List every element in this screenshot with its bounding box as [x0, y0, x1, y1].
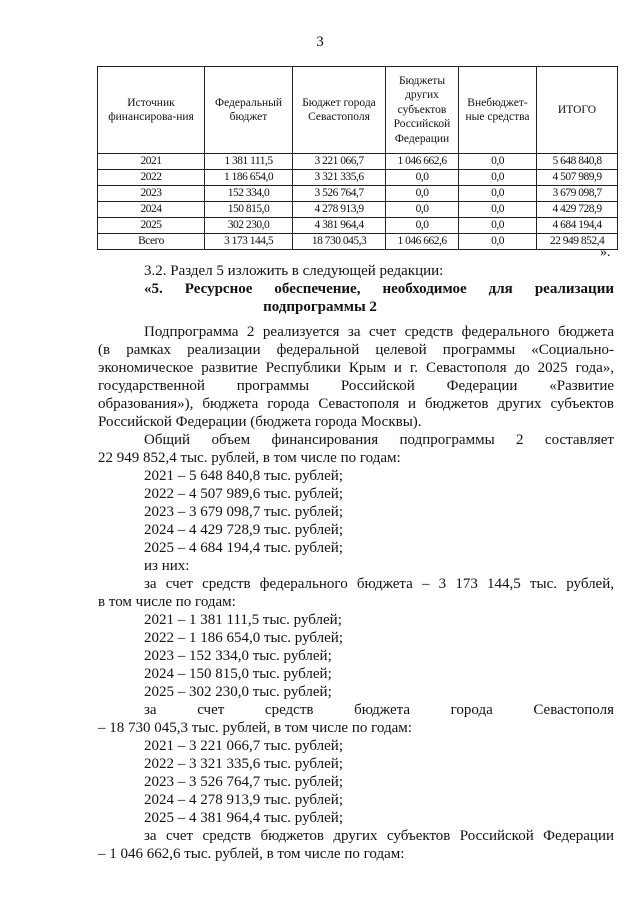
table-cell: 4 684 194,4	[537, 218, 618, 234]
table-cell: 0,0	[459, 170, 537, 186]
header-extrabudget: Внебюджет-ные средства	[459, 67, 537, 154]
table-row	[98, 170, 618, 186]
table-cell: 150 815,0	[205, 202, 293, 218]
table-cell: 302 230,0	[205, 218, 293, 234]
year-line: 2025 – 302 230,0 тыс. рублей;	[144, 684, 332, 700]
paragraph-line: в том числе по годам:	[98, 594, 236, 610]
table-cell: 0,0	[386, 170, 459, 186]
year-line: 2022 – 3 321 335,6 тыс. рублей;	[144, 756, 343, 772]
year-line: 2024 – 150 815,0 тыс. рублей;	[144, 666, 332, 682]
table-cell: 0,0	[459, 186, 537, 202]
table-cell: 1 381 111,5	[205, 154, 293, 170]
table-row	[98, 154, 618, 170]
year-line: 2025 – 4 684 194,4 тыс. рублей;	[144, 540, 343, 556]
paragraph-line: экономическое развитие Республики Крым и г. Севастополя до 2025 года»,	[98, 360, 614, 376]
paragraph-line: – 1 046 662,6 тыс. рублей, в том числе по годам:	[98, 846, 405, 862]
section-instruction: 3.2. Раздел 5 изложить в следующей редакции:	[144, 263, 444, 279]
table-cell: 2024	[98, 202, 205, 218]
table-cell: 22 949 852,4	[537, 234, 618, 250]
table-cell: 3 679 098,7	[537, 186, 618, 202]
table-row	[98, 218, 618, 234]
year-line: 2023 – 3 526 764,7 тыс. рублей;	[144, 774, 343, 790]
closing-quote: ».	[600, 245, 611, 260]
paragraph-line: государственной программы Российской Федерации «Развитие	[98, 378, 614, 394]
table-cell: 1 046 662,6	[386, 154, 459, 170]
header-source: Источник финансирова-ния	[98, 67, 205, 154]
table-row-total	[98, 234, 618, 250]
header-other-subjects: Бюджеты других субъектов Российской Федерации	[386, 67, 459, 154]
table-cell: 0,0	[459, 154, 537, 170]
table-cell: 1 046 662,6	[386, 234, 459, 250]
table-cell: 18 730 045,3	[293, 234, 386, 250]
table-cell: 0,0	[386, 186, 459, 202]
table-cell: 0,0	[459, 202, 537, 218]
table-cell: 1 186 654,0	[205, 170, 293, 186]
table-cell: 3 321 335,6	[293, 170, 386, 186]
table-cell: 0,0	[386, 202, 459, 218]
table-cell: 0,0	[386, 218, 459, 234]
table-cell: 3 526 764,7	[293, 186, 386, 202]
table-cell: 5 648 840,8	[537, 154, 618, 170]
financing-table	[97, 66, 618, 250]
year-line: 2023 – 152 334,0 тыс. рублей;	[144, 648, 332, 664]
year-line: 2021 – 5 648 840,8 тыс. рублей;	[144, 468, 343, 484]
section-heading-cont: подпрограммы 2	[263, 299, 377, 315]
table-cell: 3 221 066,7	[293, 154, 386, 170]
table-cell: 2022	[98, 170, 205, 186]
year-line: 2021 – 3 221 066,7 тыс. рублей;	[144, 738, 343, 754]
paragraph-line: за счет средств федерального бюджета – 3 173 144,5 тыс. рублей,	[144, 576, 614, 592]
table-cell: Всего	[98, 234, 205, 250]
paragraph-line: за счет средств бюджетов других субъектов Российской Федерации	[144, 828, 614, 844]
paragraph-line: Подпрограмма 2 реализуется за счет средств федерального бюджета	[144, 324, 614, 340]
header-total: ИТОГО	[537, 67, 618, 154]
year-line: 2022 – 4 507 989,6 тыс. рублей;	[144, 486, 343, 502]
year-line: 2021 – 1 381 111,5 тыс. рублей;	[144, 612, 342, 628]
table-cell: 3 173 144,5	[205, 234, 293, 250]
year-line: 2022 – 1 186 654,0 тыс. рублей;	[144, 630, 343, 646]
table-cell: 152 334,0	[205, 186, 293, 202]
paragraph-line: образования»), бюджета города Севастополя и бюджетов других субъектов	[98, 396, 614, 412]
year-line: 2025 – 4 381 964,4 тыс. рублей;	[144, 810, 343, 826]
paragraph-line: – 18 730 045,3 тыс. рублей, в том числе по годам:	[98, 720, 412, 736]
table-cell: 4 278 913,9	[293, 202, 386, 218]
paragraph-line: (в рамках реализации федеральной целевой программы «Социально-	[98, 342, 614, 358]
paragraph-line: из них:	[144, 558, 190, 574]
paragraph-line: за счет средств бюджета города Севастополя	[144, 702, 614, 718]
table-cell: 4 507 989,9	[537, 170, 618, 186]
header-federal: Федеральный бюджет	[205, 67, 293, 154]
table-row	[98, 186, 618, 202]
header-sevastopol: Бюджет города Севастополя	[293, 67, 386, 154]
table-cell: 4 381 964,4	[293, 218, 386, 234]
page-number: 3	[316, 34, 324, 50]
year-line: 2024 – 4 429 728,9 тыс. рублей;	[144, 522, 343, 538]
table-cell: 0,0	[459, 234, 537, 250]
section-heading: «5. Ресурсное обеспечение, необходимое для реализации	[144, 281, 614, 297]
year-line: 2023 – 3 679 098,7 тыс. рублей;	[144, 504, 343, 520]
table-row	[98, 202, 618, 218]
year-line: 2024 – 4 278 913,9 тыс. рублей;	[144, 792, 343, 808]
table-cell: 2025	[98, 218, 205, 234]
table-header-row	[98, 67, 618, 154]
paragraph-line: 22 949 852,4 тыс. рублей, в том числе по годам:	[98, 450, 401, 466]
table-cell: 0,0	[459, 218, 537, 234]
table-cell: 4 429 728,9	[537, 202, 618, 218]
paragraph-line: Российской Федерации (бюджета города Москвы).	[98, 414, 422, 430]
table-cell: 2021	[98, 154, 205, 170]
table-cell: 2023	[98, 186, 205, 202]
paragraph-line: Общий объем финансирования подпрограммы 2 составляет	[144, 432, 614, 448]
